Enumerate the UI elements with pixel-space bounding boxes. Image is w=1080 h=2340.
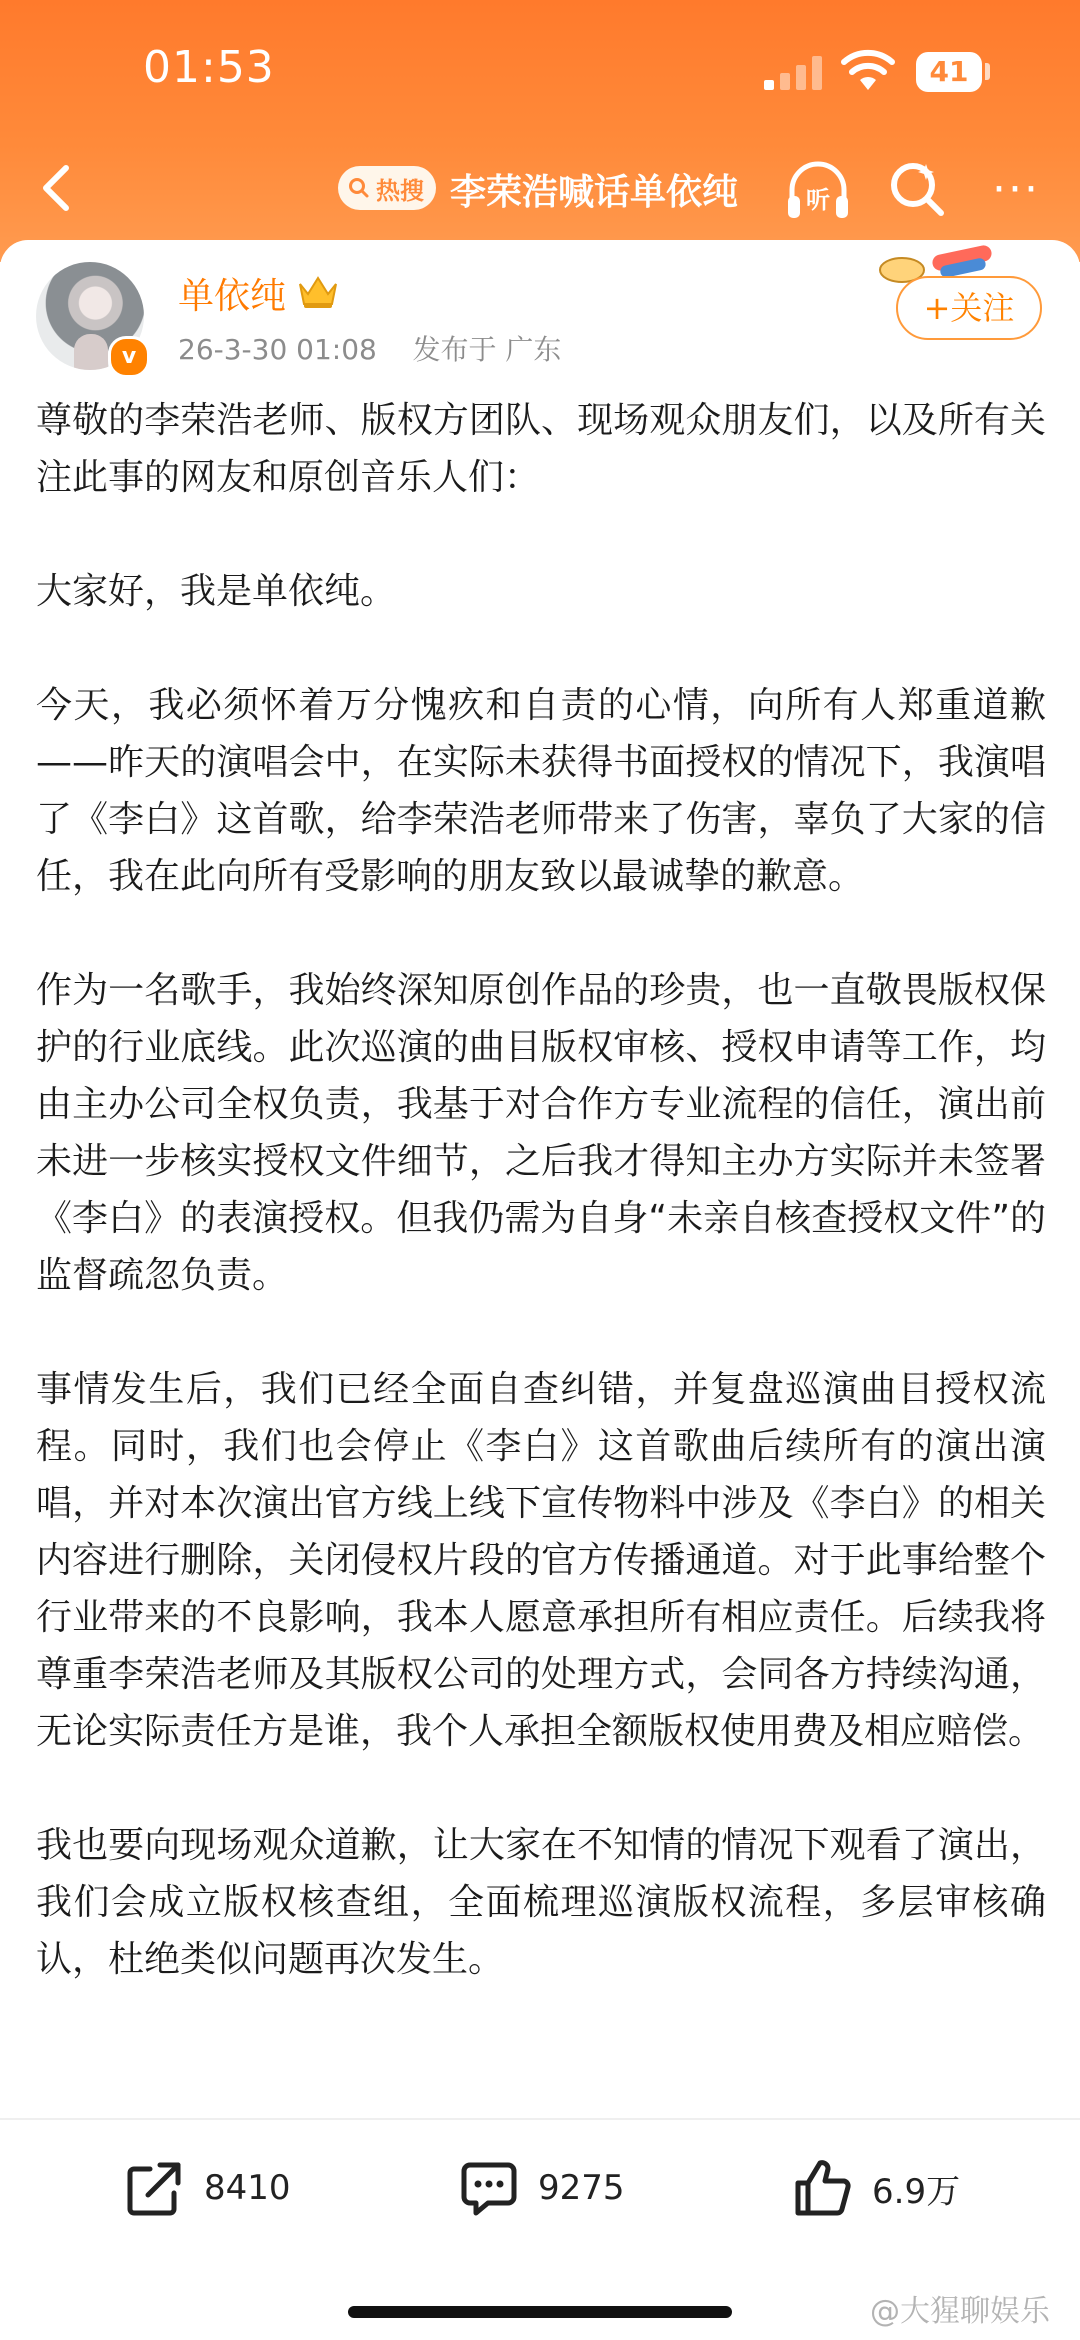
author-name[interactable]: 单依纯 xyxy=(178,276,287,317)
headphones-icon[interactable] xyxy=(782,156,854,224)
status-time: 01:53 xyxy=(143,42,275,93)
like-button[interactable] xyxy=(792,2156,960,2220)
back-icon[interactable] xyxy=(28,158,88,218)
post-meta xyxy=(178,328,561,368)
topic-title[interactable]: 李荣浩喊话单依纯 xyxy=(450,172,739,213)
like-icon xyxy=(792,2157,854,2219)
action-bar xyxy=(0,2120,1080,2260)
post-paragraph: 大家好，我是单依纯。 xyxy=(36,571,397,612)
crown-icon xyxy=(296,270,340,310)
post-paragraph: 我也要向现场观众道歉，让大家在不知情的情况下观看了演出，我们会成立版权核查组，全面梳理巡演版权流程，多层审核确认，杜绝类似问题再次发生。 xyxy=(36,1825,1046,1980)
comment-icon xyxy=(458,2157,520,2219)
post-date: 26-3-30 01:08 xyxy=(178,333,377,366)
post-location: 发布于 广东 xyxy=(412,333,562,366)
post-body xyxy=(36,392,1046,2045)
home-indicator[interactable] xyxy=(348,2306,732,2318)
status-bar xyxy=(0,0,1080,140)
follow-button[interactable]: +关注 xyxy=(896,276,1042,340)
post-paragraph: 作为一名歌手，我始终深知原创作品的珍贵，也一直敬畏版权保护的行业底线。此次巡演的曲目版权审核、授权申请等工作，均由主办公司全权负责，我基于对合作方专业流程的信任，演出前未进一步核实授权文件细节，之后我才得知主办方实际并未签署《李白》的表演授权。但我仍需为自身“未亲自核查授权文件”的监督疏忽负责。 xyxy=(36,970,1046,1296)
hot-search-label: 热搜 xyxy=(376,176,424,205)
watermark: @大猩聊娱乐 xyxy=(870,2294,1050,2329)
svg-text:听: 听 xyxy=(806,186,830,214)
signal-icon xyxy=(764,56,824,90)
battery-icon xyxy=(916,52,982,92)
search-icon[interactable] xyxy=(886,158,948,220)
comment-button[interactable] xyxy=(458,2156,625,2220)
share-icon xyxy=(124,2157,186,2219)
hot-search-badge[interactable] xyxy=(338,166,436,210)
share-button[interactable] xyxy=(124,2156,291,2220)
battery-level: 41 xyxy=(929,55,969,88)
post-paragraph: 事情发生后，我们已经全面自查纠错，并复盘巡演曲目授权流程。同时，我们也会停止《李白》这首歌曲后续所有的演出演唱，并对本次演出官方线上线下宣传物料中涉及《李白》的相关内容进行删除，关闭侵权片段的官方传播通道。对于此事给整个行业带来的不良影响，我本人愿意承担所有相应责任。后续我将尊重李荣浩老师及其版权公司的处理方式，会同各方持续沟通，无论实际责任方是谁，我个人承担全额版权使用费及相应赔偿。 xyxy=(36,1369,1046,1752)
post-paragraph: 今天，我必须怀着万分愧疚和自责的心情，向所有人郑重道歉——昨天的演唱会中，在实际未获得书面授权的情况下，我演唱了《李白》这首歌，给李荣浩老师带来了伤害，辜负了大家的信任，我在此向所有受影响的朋友致以最诚挚的歉意。 xyxy=(36,685,1046,897)
share-count: 8410 xyxy=(204,2168,291,2208)
like-count: 6.9万 xyxy=(872,2171,961,2212)
nav-bar xyxy=(0,140,1080,240)
more-icon[interactable]: ··· xyxy=(992,164,1040,215)
post-card xyxy=(0,240,1080,2120)
post-paragraph: 尊敬的李荣浩老师、版权方团队、现场观众朋友们，以及所有关注此事的网友和原创音乐人们： xyxy=(36,400,1046,498)
verified-badge: v xyxy=(108,336,150,378)
hot-search-icon xyxy=(348,177,370,199)
comment-count: 9275 xyxy=(538,2168,625,2208)
header xyxy=(0,0,1080,262)
wifi-icon xyxy=(840,48,896,92)
battery-tip xyxy=(985,63,990,80)
